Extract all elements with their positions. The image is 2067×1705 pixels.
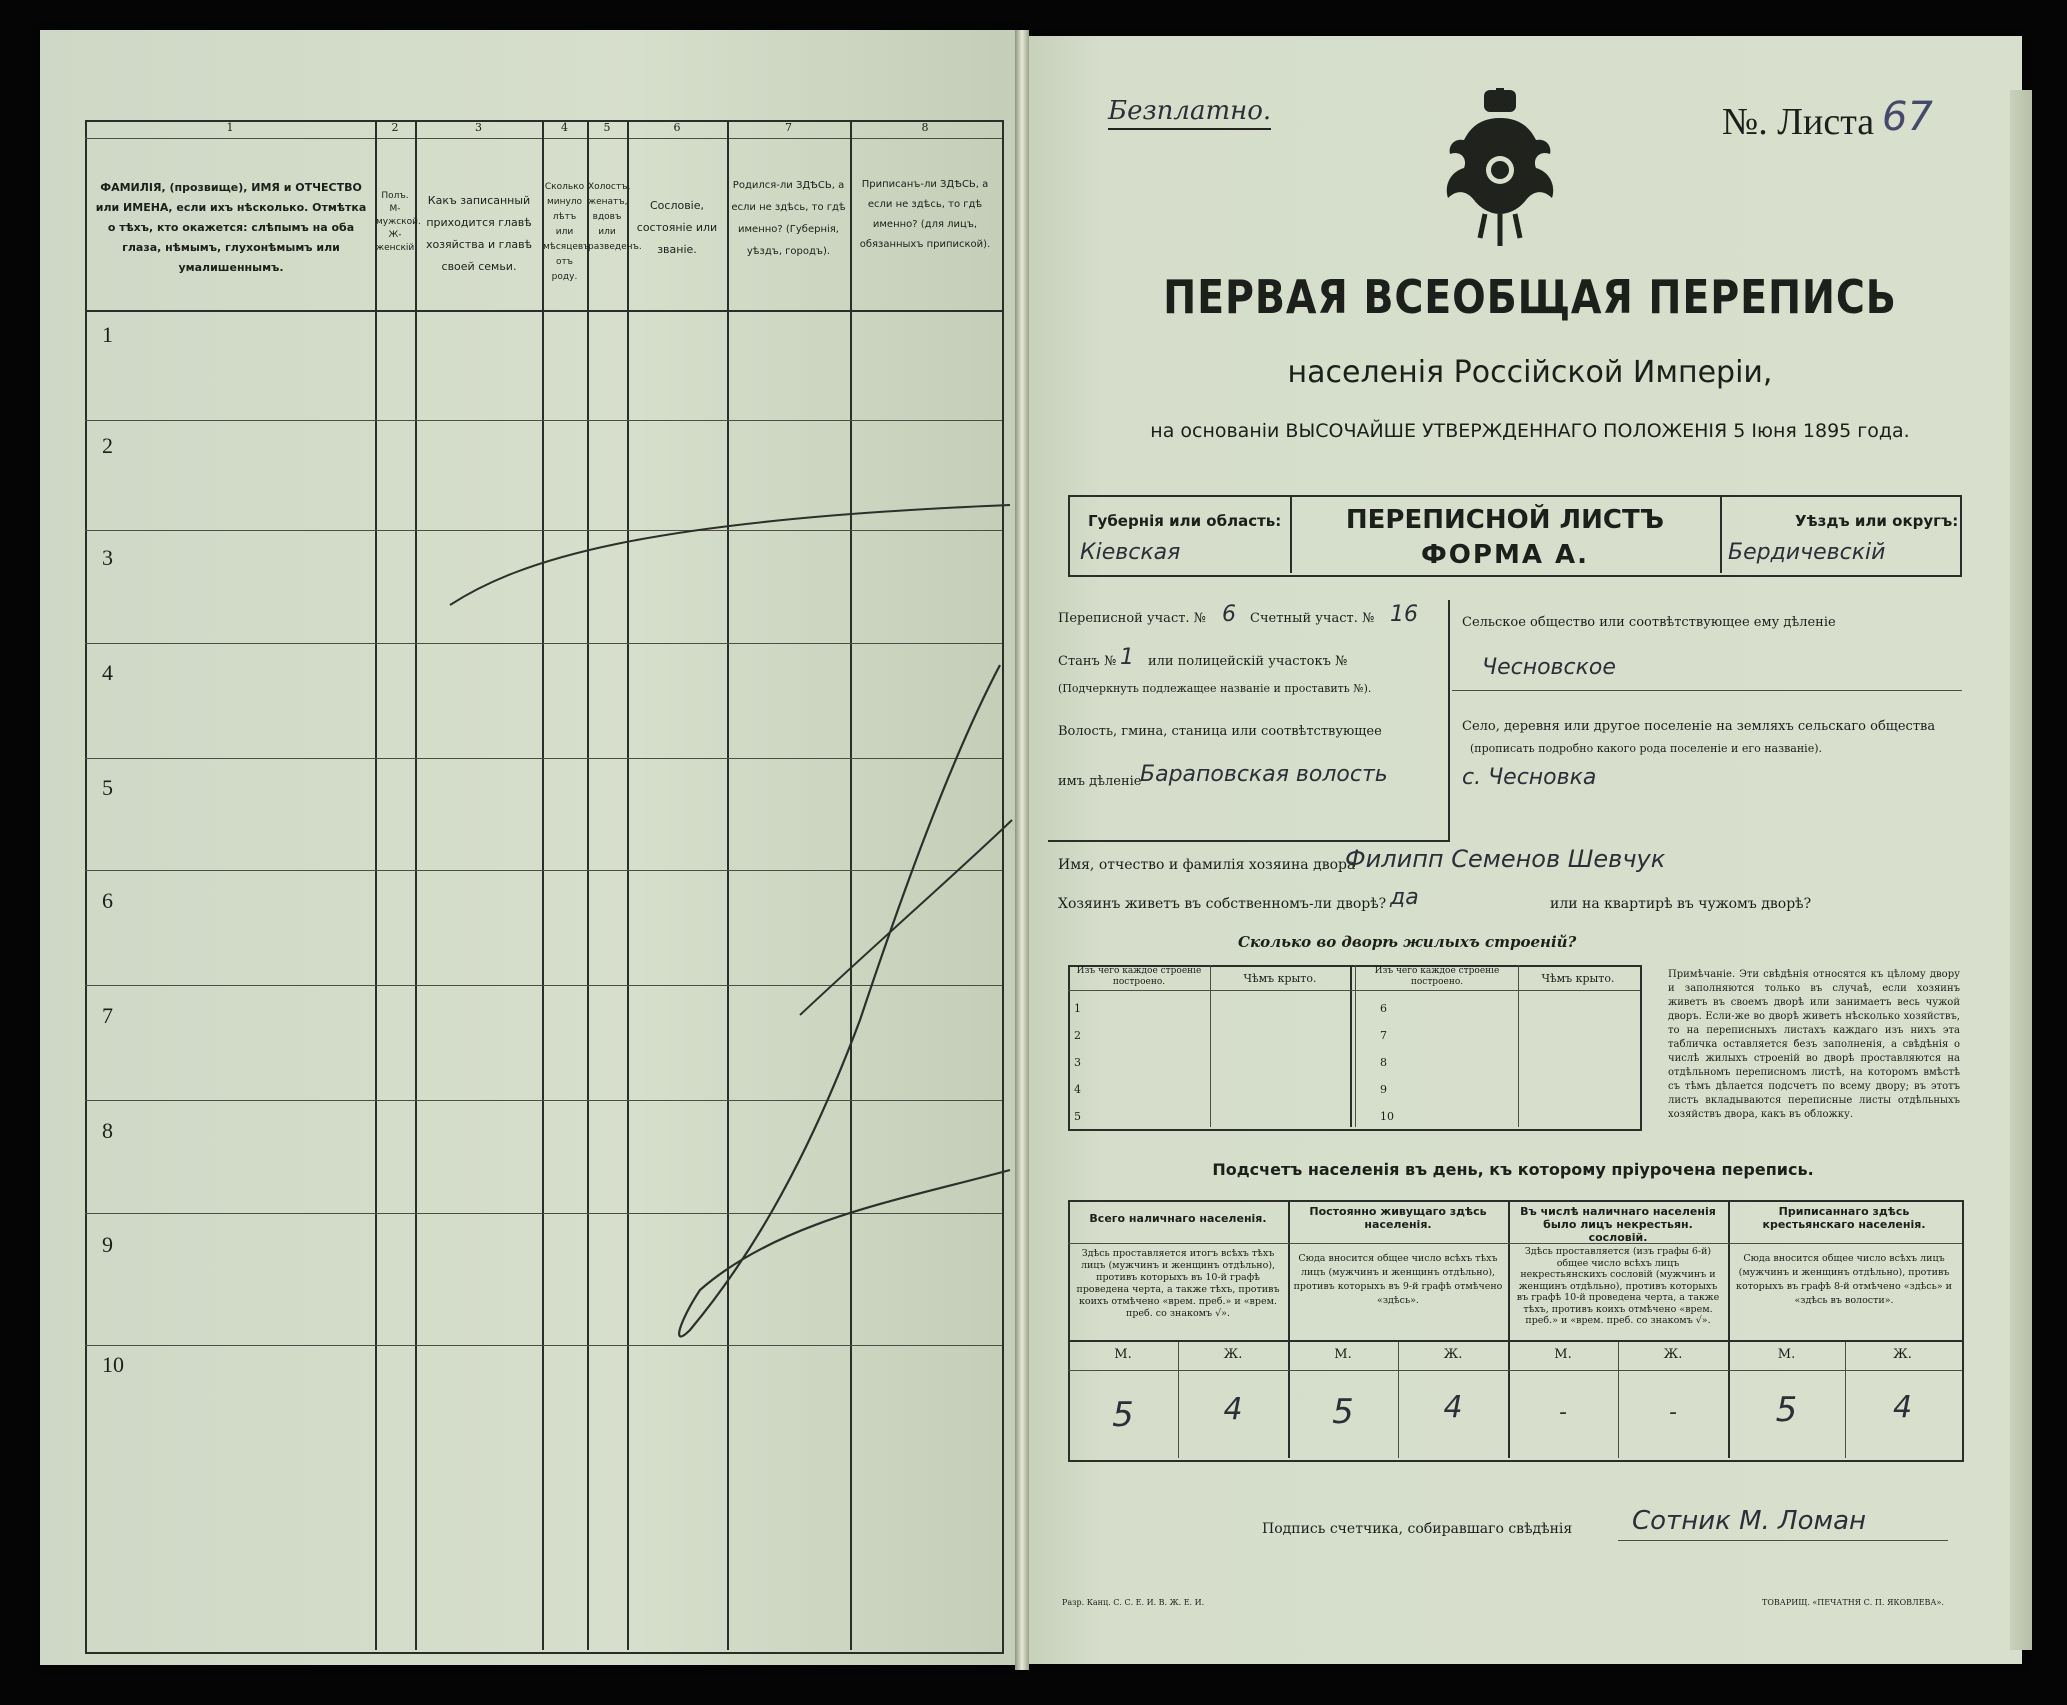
m-label: М. — [1777, 1347, 1796, 1362]
stan-value: 1 — [1120, 645, 1134, 670]
census-title: ПЕРВАЯ ВСЕОБЩАЯ ПЕРЕПИСЬ — [1163, 270, 1897, 324]
bld-head-material: Изъ чего каждое строеніе построено. — [1076, 966, 1202, 987]
double-headed-eagle-icon — [1440, 88, 1560, 258]
count-value: 5 — [1332, 1392, 1354, 1432]
volost-label: Волость, гмина, станица или соотвѣтствующее — [1058, 724, 1382, 739]
count-head: Въ числѣ наличнаго населенія было лицъ некрестьян. сословій. — [1520, 1205, 1716, 1244]
signature-label: Подпись счетчика, собиравшаго свѣдѣнія — [1262, 1521, 1573, 1537]
sheet-number-value: 67 — [1882, 94, 1933, 140]
bld-row-num: 5 — [1074, 1110, 1081, 1123]
police-label: или полицейскій участокъ № — [1148, 654, 1348, 669]
bld-row-num: 9 — [1380, 1083, 1387, 1096]
bld-row-num: 7 — [1380, 1029, 1387, 1042]
bld-row-num: 3 — [1074, 1056, 1081, 1069]
society-underline — [1452, 690, 1962, 691]
stan-label: Станъ № — [1058, 654, 1117, 669]
row-number: 2 — [102, 433, 113, 458]
uezd-value: Бердичевскій — [1728, 540, 1886, 565]
census-subtitle: населенія Россійской Имперіи, — [1287, 355, 1773, 390]
free-label: Безплатно. — [1108, 96, 1271, 130]
count-head: Постоянно живущаго здѣсь населенія. — [1309, 1205, 1487, 1231]
bld-row-divider — [1068, 990, 1640, 991]
count-desc: Здѣсь проставляется итогъ всѣхъ тѣхъ лицъ (мужчинъ и женщинъ отдѣльно), противъ которыхъ въ 10-й графѣ проведена черта, а также тѣхъ, противъ коихъ отмѣчено «врем. преб.» и «врем. преб. со знакомъ √». — [1076, 1248, 1280, 1319]
print-imprint-right: ТОВАРИЩ. «ПЕЧАТНЯ С. П. ЯКОВЛЕВА». — [1762, 1598, 1944, 1607]
form-subtitle: ФОРМА А. — [1421, 540, 1589, 570]
row-number: 3 — [102, 545, 113, 570]
count-value: - — [1559, 1400, 1567, 1425]
m-label: М. — [1114, 1347, 1132, 1362]
col-number: 1 — [226, 121, 234, 134]
district-box — [1048, 600, 1450, 842]
count-value: - — [1669, 1400, 1677, 1425]
count-desc: Сюда вносится общее число всѣхъ тѣхъ лицъ (мужчинъ и женщинъ отдѣльно), противъ которыхъ въ 9-й графѣ отмѣчено «здѣсь». — [1293, 1253, 1503, 1306]
bld-row-num: 4 — [1074, 1083, 1081, 1096]
row-number: 10 — [102, 1352, 124, 1377]
gubernia-value: Кіевская — [1080, 540, 1181, 565]
lives-value: да — [1390, 885, 1419, 910]
sheet-number-label: №. Листа — [1722, 101, 1875, 143]
col-number: 2 — [391, 121, 399, 134]
society-label: Сельское общество или соотвѣтствующее ему дѣленіе — [1462, 615, 1836, 630]
census-basis: на основаніи ВЫСОЧАЙШЕ УТВЕРЖДЕННАГО ПОЛОЖЕНІЯ 5 Іюня 1895 года. — [1150, 420, 1910, 442]
uezd-label: Уѣздъ или округъ: — [1795, 512, 1959, 530]
header-sex: Полъ. М-мужской. Ж-женскій. — [376, 191, 421, 253]
bld-row-num: 2 — [1074, 1029, 1081, 1042]
uchastok-label: Переписной участ. № — [1058, 611, 1206, 626]
col-number: 6 — [673, 121, 681, 134]
m-label: М. — [1554, 1347, 1572, 1362]
uchastok-value: 6 — [1222, 602, 1236, 627]
row-number: 5 — [102, 775, 113, 800]
header-relation: Какъ записанный приходится главѣ хозяйства и главѣ своей семьи. — [425, 194, 533, 273]
count-row-divider — [1068, 1340, 1962, 1342]
m-label: М. — [1334, 1347, 1352, 1362]
header-estate: Сословіе, состояніе или званіе. — [636, 199, 718, 256]
row-number: 8 — [102, 1118, 113, 1143]
f-label: Ж. — [1443, 1347, 1463, 1362]
signature-line — [1618, 1540, 1948, 1541]
bld-rows-left — [1074, 995, 1081, 1130]
count-head: Всего наличнаго населенія. — [1089, 1212, 1267, 1225]
count-value: 4 — [1223, 1392, 1243, 1427]
f-label: Ж. — [1223, 1347, 1243, 1362]
owner-label: Имя, отчество и фамилія хозяина двора — [1058, 857, 1356, 873]
header-name: ФАМИЛІЯ, (прозвище), ИМЯ и ОТЧЕСТВО или ИМЕНА, если ихъ нѣсколько. Отмѣтка о тѣхъ, кто окажется: слѣпымъ на оба глаза, нѣмымъ, глухонѣмымъ или умалишеннымъ. — [95, 181, 367, 274]
buildings-note: Примѣчаніе. Эти свѣдѣнія относятся къ цѣлому двору и заполняются только въ случаѣ, если хозяинъ живетъ въ своемъ дворѣ или занимаетъ весь чужой дворъ. Если-же во дворѣ живетъ нѣсколько хозяйствъ, то на переписныхъ листахъ каждаго изъ нихъ эта табличка оставляется безъ заполненія, а свѣдѣнія о числѣ жилыхъ строеній во дворѣ проставляются на отдѣльномъ переписномъ листѣ, на которомъ вмѣстѣ съ тѣмъ дѣлается подсчетъ по всему двору; въ этотъ листъ вкладываются переписные листы отдѣльныхъ хозяйствъ двора, какъ въ обложку. — [1668, 969, 1960, 1120]
page-edges — [2010, 90, 2032, 1650]
volost-value: Бараповская волость — [1140, 762, 1388, 787]
row-number: 7 — [102, 1003, 113, 1028]
count-row-divider — [1068, 1370, 1962, 1371]
row-number: 6 — [102, 888, 113, 913]
village-note: (прописать подробно какого рода поселеніе и его названіе). — [1470, 742, 1822, 755]
row-number: 4 — [102, 660, 113, 685]
count-head: Приписаннаго здѣсь крестьянскаго населенія. — [1762, 1205, 1926, 1231]
count-value: 5 — [1112, 1395, 1134, 1435]
row-number: 1 — [102, 322, 113, 347]
col-number: 4 — [561, 121, 568, 134]
village-value: с. Чесновка — [1462, 765, 1597, 790]
bld-row-num: 1 — [1074, 1002, 1081, 1015]
form-title: ПЕРЕПИСНОЙ ЛИСТЪ — [1345, 505, 1665, 535]
signature-value: Сотник М. Ломан — [1632, 1506, 1867, 1536]
col-number: 5 — [603, 121, 611, 134]
header-registered: Приписанъ-ли ЗДѢСЬ, а если не здѣсь, то гдѣ именно? (для лицъ, обязанныхъ припиской). — [859, 179, 991, 250]
schetny-value: 16 — [1390, 602, 1418, 627]
header-age: Сколько минуло лѣтъ или мѣсяцевъ отъ роду. — [543, 182, 590, 282]
header-marital: Холостъ, женатъ, вдовъ или разведенъ. — [588, 182, 642, 252]
row-number: 9 — [102, 1232, 113, 1257]
buildings-label: Сколько во дворѣ жилыхъ строеній? — [1238, 933, 1577, 951]
col-number: 8 — [921, 121, 929, 134]
bld-row-num: 10 — [1380, 1110, 1394, 1123]
village-label: Село, деревня или другое поселеніе на земляхъ сельскаго общества — [1462, 719, 1936, 734]
print-imprint-left: Разр. Канц. С. С. Е. И. В. Ж. Е. И. — [1062, 1598, 1205, 1607]
col-number: 3 — [475, 121, 482, 134]
bld-rows-right — [1380, 995, 1394, 1130]
schetny-label: Счетный участ. № — [1250, 611, 1375, 626]
f-label: Ж. — [1893, 1347, 1912, 1362]
count-title: Подсчетъ населенія въ день, къ которому пріурочена перепись. — [1212, 1160, 1814, 1179]
count-value: 5 — [1775, 1390, 1798, 1430]
stan-note: (Подчеркнуть подлежащее названіе и проставить №). — [1058, 682, 1372, 695]
society-value: Чесновское — [1482, 655, 1616, 680]
bld-head-roof: Чѣмъ крыто. — [1541, 972, 1615, 985]
bld-head-material: Изъ чего каждое строеніе построено. — [1374, 966, 1500, 987]
region-box-divider — [1720, 495, 1722, 573]
count-value: 4 — [1892, 1390, 1913, 1425]
f-label: Ж. — [1663, 1347, 1683, 1362]
count-desc: Здѣсь проставляется (изъ графы 6-й) общее число всѣхъ лицъ некрестьянскихъ сословій (мужчинъ и женщинъ отдѣльно), противъ которыхъ въ графѣ 10-й проведена черта, а также тѣхъ, противъ коихъ отмѣчено «врем. преб.» и «врем. преб. со знакомъ √». — [1516, 1246, 1720, 1326]
gubernia-label: Губернія или область: — [1088, 512, 1282, 530]
bld-row-num: 6 — [1380, 1002, 1387, 1015]
col-number: 7 — [785, 121, 792, 134]
pencil-cancel-strokes — [0, 0, 1030, 1705]
lives-label2: или на квартирѣ въ чужомъ дворѣ? — [1550, 896, 1812, 912]
lives-label: Хозяинъ живетъ въ собственномъ-ли дворѣ? — [1058, 896, 1387, 912]
count-desc: Сюда вносится общее число всѣхъ лицъ (мужчинъ и женщинъ отдѣльно), противъ которыхъ въ графѣ 8-й отмѣчено «здѣсь» и «здѣсь въ волости». — [1736, 1253, 1952, 1306]
bld-row-num: 8 — [1380, 1056, 1387, 1069]
volost-label2: имъ дѣленіе — [1058, 774, 1142, 789]
header-born: Родился-ли ЗДѢСЬ, а если не здѣсь, то гдѣ именно? (Губернія, уѣздъ, городъ). — [731, 180, 846, 257]
count-value: 4 — [1443, 1390, 1463, 1425]
owner-value: Филипп Семенов Шевчук — [1345, 845, 1666, 873]
bld-head-roof: Чѣмъ крыто. — [1243, 972, 1317, 985]
